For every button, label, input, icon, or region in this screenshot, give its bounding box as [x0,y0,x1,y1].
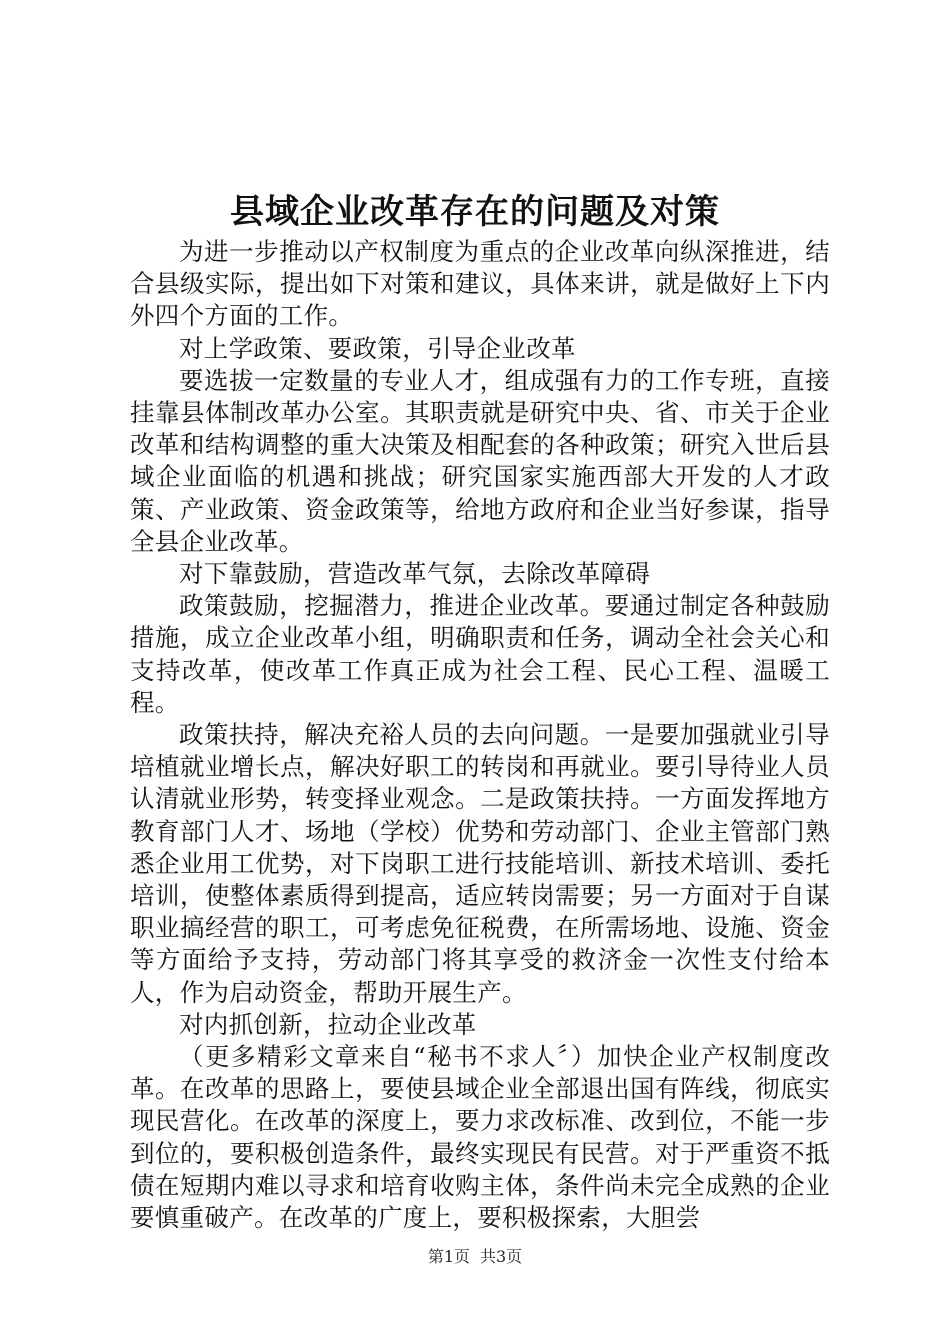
document-title: 县域企业改革存在的问题及对策 [230,192,720,232]
page-total: 共3页 [480,1247,523,1266]
page-number: 第1页 [427,1247,470,1266]
paragraph-policy-encouragement: 政策鼓励，挖掘潜力，推进企业改革。要通过制定各种鼓励措施，成立企业改革小组，明确职责和任务，调动全社会关心和支持改革，使改革工作真正成为社会工程、民心工程、温暖工程。 [130,591,830,717]
paragraph-property-reform: （更多精彩文章来自“秘书不求人〞）加快企业产权制度改革。在改革的思路上，要使县域企业全部退出国有阵线，彻底实现民营化。在改革的深度上，要力求改标准、改到位，不能一步到位的，要积极创造条件，最终实现民有民营。对于严重资不抵债在短期内难以寻求和培育收购主体，条件尚未完全成熟的企业要慎重破产。在改革的广度上，要积极探索，大胆尝 [130,1042,830,1233]
section-heading-downward: 对下靠鼓励，营造改革气氛，去除改革障碍 [179,559,651,589]
paragraph-upward-policy: 要选拔一定数量的专业人才，组成强有力的工作专班，直接挂靠县体制改革办公室。其职责就是研究中央、省、市关于企业改革和结构调整的重大决策及相配套的各种政策；研究入世后县域企业面临的机遇和挑战；研究国家实施西部大开发的人才政策、产业政策、资金政策等，给地方政府和企业当好参谋，指导全县企业改革。 [130,365,830,556]
page-footer [0,1244,950,1267]
section-heading-upward: 对上学政策、要政策，引导企业改革 [179,333,576,363]
section-heading-internal: 对内抓创新，拉动企业改革 [179,1009,477,1039]
paragraph-policy-support: 政策扶持，解决充裕人员的去向问题。一是要加强就业引导培植就业增长点，解决好职工的转岗和再就业。要引导待业人员认清就业形势，转变择业观念。二是政策扶持。一方面发挥地方教育部门人才、场地（学校）优势和劳动部门、企业主管部门熟悉企业用工优势，对下岗职工进行技能培训、新技术培训、委托培训，使整体素质得到提高，适应转岗需要；另一方面对于自谋职业搞经营的职工，可考虑免征税费，在所需场地、设施、资金等方面给予支持，劳动部门将其享受的救济金一次性支付给本人，作为启动资金，帮助开展生产。 [130,720,830,1007]
document-body [130,236,830,1234]
paragraph-intro: 为进一步推动以产权制度为重点的企业改革向纵深推进，结合县级实际，提出如下对策和建议，具体来讲，就是做好上下内外四个方面的工作。 [130,237,830,331]
